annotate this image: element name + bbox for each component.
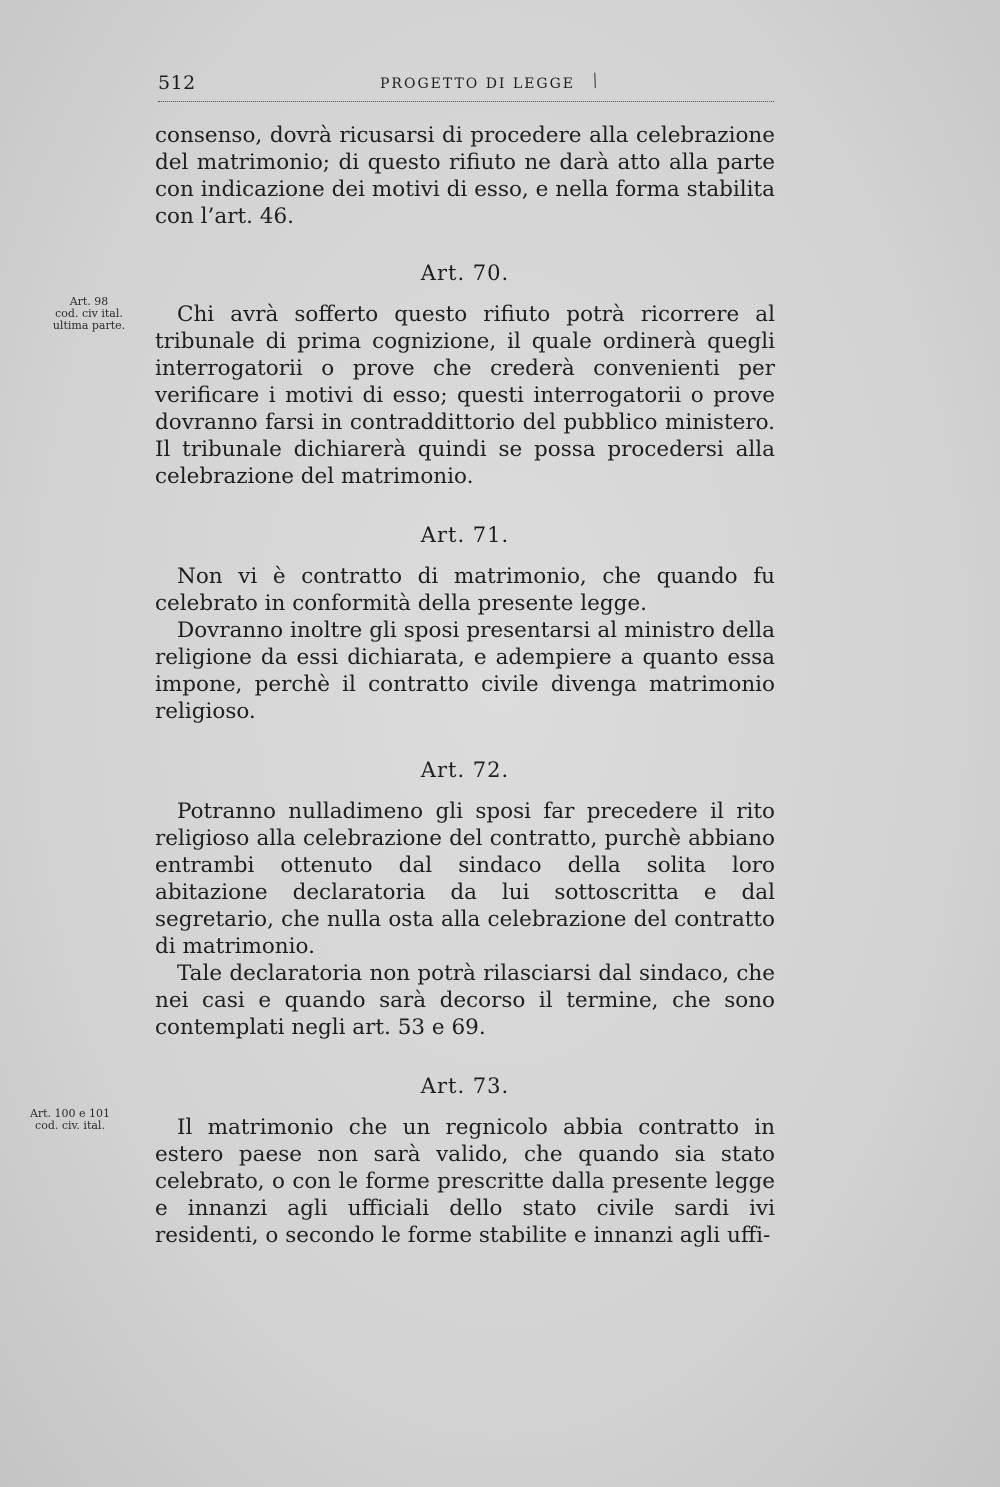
article-71 <box>155 522 775 725</box>
running-head: PROGETTO DI LEGGE <box>380 76 576 92</box>
article-paragraph: Potranno nulladimeno gli sposi far precedere il rito religioso alla celebrazione del contratto, purchè abbiano entrambi ottenuto dal sindaco della solita loro abitazione declaratoria da lui sottoscritta e dal segretario, che nulla osta alla celebrazione del contratto di matrimonio. <box>155 799 775 959</box>
article-paragraph: Non vi è contratto di matrimonio, che quando fu celebrato in conformità della presente legge. <box>155 564 775 616</box>
margin-note-line: Art. 100 e 101 <box>29 1107 111 1120</box>
page-number: 512 <box>158 72 196 94</box>
article-paragraph: Tale declaratoria non potrà rilasciarsi dal sindaco, che nei casi e quando sarà decorso il termine, che sono contemplati negli art. 53 e 69. <box>155 961 775 1040</box>
article-heading: Art. 73. <box>420 1074 510 1098</box>
margin-note-art-73 <box>14 1108 126 1132</box>
page-header <box>158 70 778 100</box>
article-heading: Art. 72. <box>420 758 510 782</box>
article-heading: Art. 70. <box>420 261 510 285</box>
margin-note-line: cod. civ. ital. <box>35 1119 105 1132</box>
opening-paragraph: consenso, dovrà ricusarsi di procedere alla celebrazione del matrimonio; di questo rifiuto ne darà atto alla parte con indicazione dei motivi di esso, e nella forma stabilita con l’art. 46. <box>155 123 775 229</box>
header-rule <box>158 101 774 102</box>
margin-note-art-70 <box>34 296 144 332</box>
article-paragraph: Chi avrà sofferto questo rifiuto potrà ricorrere al tribunale di prima cognizione, il quale ordinerà quegli interrogatorii o prove che crederà convenienti per verificare i motivi di esso; questi interrogatorii o prove dovranno farsi in contraddittorio del pubblico ministero. Il tribunale dichiarerà quindi se possa procedersi alla celebrazione del matrimonio. <box>155 302 775 489</box>
page-body <box>155 122 775 1249</box>
pencil-mark: / <box>588 69 602 92</box>
article-72 <box>155 757 775 1041</box>
article-paragraph: Il matrimonio che un regnicolo abbia contratto in estero paese non sarà valido, che quando sia stato celebrato, o con le forme prescritte dalla presente legge e innanzi agli ufficiali dello stato civile sardi ivi residenti, o secondo le forme stabilite e innanzi agli uffi- <box>155 1115 775 1248</box>
margin-note-line: Art. 98 <box>69 295 109 308</box>
article-heading: Art. 71. <box>420 523 510 547</box>
article-73 <box>155 1073 775 1249</box>
article-paragraph: Dovranno inoltre gli sposi presentarsi al ministro della religione da essi dichiarata, e adempiere a quanto essa impone, perchè il contratto civile divenga matrimonio religioso. <box>155 618 775 724</box>
margin-note-line: cod. civ ital. <box>55 307 123 320</box>
article-70 <box>155 260 775 490</box>
margin-note-line: ultima parte. <box>52 319 126 332</box>
